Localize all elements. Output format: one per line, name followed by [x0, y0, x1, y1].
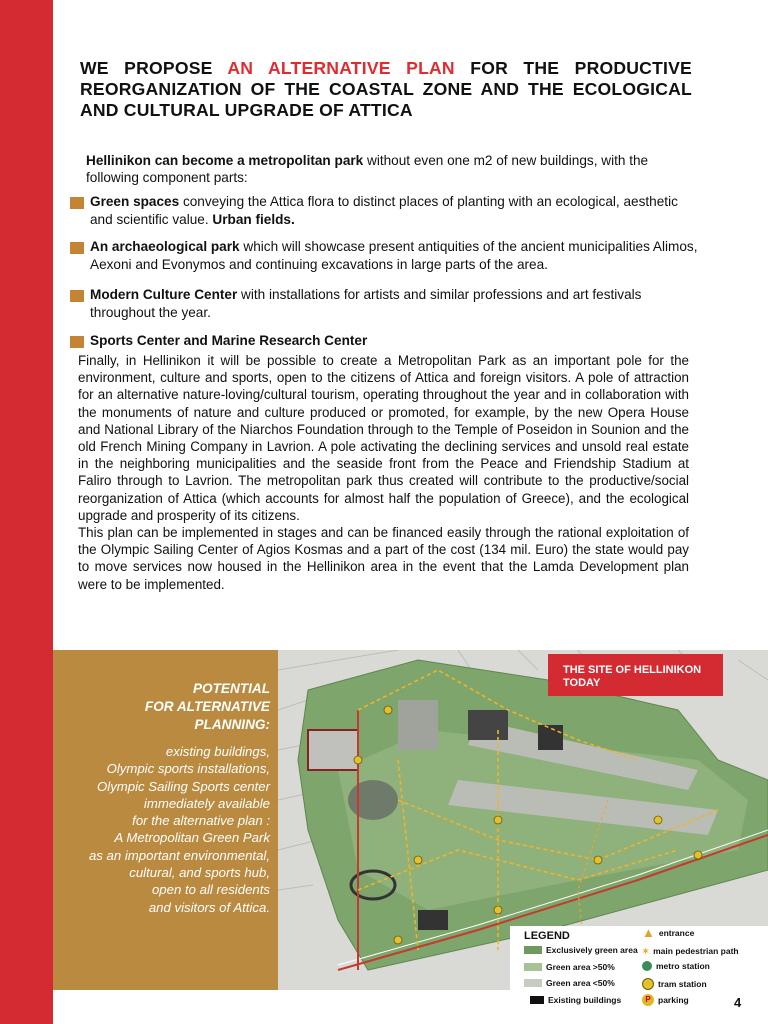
bullet-text: An archaeological park which will showcase present antiquities of the ancient municipalities Alimos, Aexoni and Evonymos and continuing excavations in large parts of the area.	[90, 239, 698, 272]
body-text	[78, 352, 689, 593]
paragraph: This plan can be implemented in stages and can be financed easily through the rational exploitation of the Olympic Sailing Center of Agios Kosmas and a part of the cost (134 mil. Euro) the state would pay to move services now housed in the Hellinikon area in the event that the Lamda Development plan were to be implemented.	[78, 525, 689, 592]
bullet-square	[70, 242, 84, 254]
bullet-item	[70, 332, 700, 350]
path-icon: ✶	[642, 946, 650, 956]
legend-title: LEGEND	[524, 930, 570, 942]
legend-item: P parking	[642, 994, 689, 1006]
paragraph: Finally, in Hellinikon it will be possible to create a Metropolitan Park as an important pole for the environment, culture and sports, open to the citizens of Attica and foreign visitors. A pole of attraction for an alternative nature-loving/cultural tourism, operating throughout the year and in collaboration with the monuments of nature and culture produced or promoted, for example, by the new Opera House and National Library of the Niarchos Foundation through to the Temple of Poseidon in Sounion and the old French Mining Company in Lavrion. A pole activating the declining services and unsold real estate in the neighboring municipalities and the seaside front from the Peace and Friendship Stadium at Faliro through to Lavrion. The metropolitan park thus created will contribute to the productive/social reorganization of Attica (which accounts for almost half the population of Greece), and the ecological upgrade and prosperity of its citizens.	[78, 353, 689, 523]
site-label: THE SITE OF HELLINIKON TODAY	[548, 654, 723, 696]
left-red-bar	[0, 0, 53, 1024]
metro-icon	[642, 961, 652, 971]
bullet-square	[70, 290, 84, 302]
legend-item: tram station	[642, 978, 707, 990]
bullet-item	[70, 286, 700, 321]
legend-item: ▲ entrance	[642, 925, 695, 940]
bullet-text: Modern Culture Center with installations for artists and similar professions and art festivals throughout the year.	[90, 287, 642, 320]
legend-item: Exclusively green area	[524, 945, 638, 955]
title-part2: FOR THE PRODUCTIVE REORGANIZATION OF THE COASTAL ZONE AND THE ECOLOGICAL AND CULTURAL UPGRADE OF ATTICA	[80, 58, 692, 120]
legend-item: metro station	[642, 961, 710, 971]
bullet-item	[70, 238, 700, 273]
intro-rest: without even one m2 of new buildings, with the following component parts:	[86, 153, 649, 185]
bullet-square	[70, 336, 84, 348]
legend-item: Green area <50%	[524, 978, 615, 988]
bullet-square	[70, 197, 84, 209]
title-accent: AN ALTERNATIVE PLAN	[227, 58, 455, 78]
page-number: 4	[734, 995, 742, 1010]
intro-text	[86, 152, 686, 186]
legend-item: Green area >50%	[524, 962, 615, 972]
page-title	[80, 58, 692, 121]
tram-icon	[642, 978, 654, 990]
sidebar-text: existing buildings, Olympic sports installations, Olympic Sailing Sports center immediately available for the alternative plan : A Metropolitan Green Park as an important environmental, cultural, and sports hub, open to all residents and visitors of Attica.	[88, 744, 270, 915]
map-legend	[510, 926, 768, 1010]
bullet-text: Green spaces conveying the Attica flora to distinct places of planting with an ecological, aesthetic and scientific value. Urban fields.	[90, 194, 678, 227]
bullet-item	[70, 193, 700, 228]
bullet-text: Sports Center and Marine Research Center	[90, 333, 368, 348]
sidebar-heading: POTENTIAL FOR ALTERNATIVE PLANNING:	[144, 681, 270, 732]
legend-item: Existing buildings	[530, 995, 621, 1005]
legend-item: ✶ main pedestrian path	[642, 946, 739, 956]
title-part1: WE PROPOSE	[80, 58, 213, 78]
parking-icon: P	[642, 994, 654, 1006]
entrance-icon: ▲	[642, 925, 655, 940]
intro-bold: Hellinikon can become a metropolitan park	[86, 153, 364, 168]
